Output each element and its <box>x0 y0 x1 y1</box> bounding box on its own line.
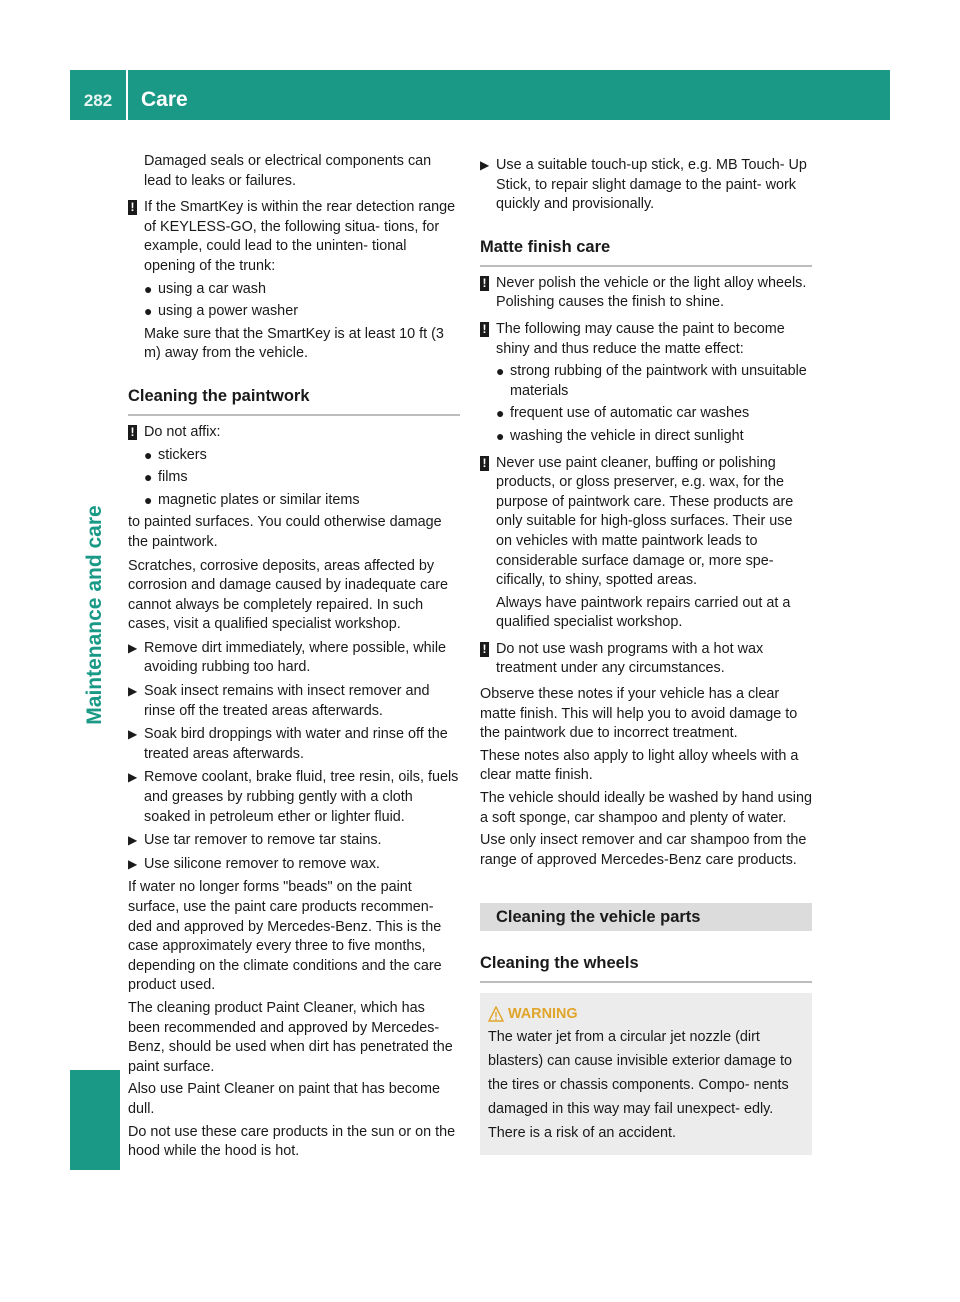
page-header <box>70 70 890 120</box>
exclamation-icon: ! <box>480 456 489 471</box>
bullet-icon: ● <box>496 427 505 444</box>
arrow-icon: ▶ <box>128 727 138 742</box>
section-band-heading: Cleaning the vehicle parts <box>480 903 812 931</box>
exclamation-icon: ! <box>480 276 489 291</box>
paragraph: Scratches, corrosive deposits, areas affected by corrosion and damage caused by inadequate care cannot always be completely repaired. In such cases, visit a qualified specialist workshop. <box>128 557 449 633</box>
section-heading: Matte finish care <box>480 236 812 267</box>
paragraph: Make sure that the SmartKey is at least 10 ft (3 m) away from the vehicle. <box>144 325 444 362</box>
paragraph: Damaged seals or electrical components can lead to leaks or failures. <box>144 153 432 189</box>
paragraph: These notes also apply to light alloy wheels with a clear matte finish. <box>480 747 799 784</box>
arrow-icon: ▶ <box>128 833 138 848</box>
step-item: ▶ Remove dirt immediately, where possible, while avoiding rubbing too hard. <box>128 639 447 676</box>
arrow-icon: ▶ <box>128 856 138 871</box>
warning-text: The water jet from a circular jet nozzle (dirt blasters) can cause invisible exterior damage to the tires or chassis components. Compo- nents damaged in this way may fail unexpect- edly. There is a risk of an accident. <box>488 1029 792 1142</box>
paragraph: Observe these notes if your vehicle has a clear matte finish. This will help you to avoid damage to the paintwork due to incorrect treatment. <box>480 686 798 742</box>
warning-note: ! Never use paint cleaner, buffing or polishing products, or gloss preserver, e.g. wax, for the purpose of paintwork care. These products are only suitable for high-gloss surfaces. Their use on vehicles with matte paintwork leads to considerable surface damage or, more spe- cifically, to shiny, spotted areas. <box>480 454 812 591</box>
list-item: ● using a power washer <box>128 302 460 322</box>
warning-triangle-icon <box>488 1006 504 1022</box>
paragraph: If water no longer forms "beads" on the paint surface, use the paint care products recommen- ded and approved by Mercedes-Benz. This is the case approximately every three to five months, depending on the climate conditions and the care product used. <box>128 879 442 994</box>
paragraph: Use only insect remover and car shampoo from the range of approved Mercedes-Benz care products. <box>480 832 807 868</box>
left-column <box>128 152 460 1162</box>
section-heading: Cleaning the paintwork <box>128 385 460 416</box>
section-heading: Cleaning the wheels <box>480 952 812 983</box>
exclamation-icon: ! <box>480 642 489 657</box>
arrow-icon: ▶ <box>128 770 138 785</box>
exclamation-icon: ! <box>128 425 137 440</box>
page-title: Care <box>141 88 188 111</box>
bullet-icon: ● <box>144 469 153 486</box>
list-item: ● washing the vehicle in direct sunlight <box>480 427 812 447</box>
bullet-icon: ● <box>496 363 505 380</box>
list-item: ● frequent use of automatic car washes <box>480 404 812 424</box>
step-item: ▶ Soak insect remains with insect remover and rinse off the treated areas afterwards. <box>128 683 430 719</box>
arrow-icon: ▶ <box>128 684 138 699</box>
arrow-icon: ▶ <box>480 158 490 172</box>
bullet-icon: ● <box>144 303 153 320</box>
paragraph: Also use Paint Cleaner on paint that has become dull. <box>128 1081 440 1117</box>
sidebar-chapter-label: Maintenance and care <box>83 505 106 725</box>
warning-box <box>480 993 812 1155</box>
page-number: 282 <box>83 91 113 110</box>
exclamation-icon: ! <box>128 200 137 215</box>
list-item: ● strong rubbing of the paintwork with unsuitable materials <box>496 363 807 399</box>
arrow-icon: ▶ <box>128 640 138 655</box>
warning-note: ! Do not use wash programs with a hot wax treatment under any circumstances. <box>480 640 812 679</box>
list-item: ● magnetic plates or similar items <box>128 491 460 511</box>
right-column <box>480 152 812 1155</box>
step-item: ▶ Remove coolant, brake fluid, tree resin, oils, fuels and greases by rubbing gently with a cloth soaked in petroleum ether or lighter fluid. <box>128 769 459 825</box>
warning-note: ! Never polish the vehicle or the light alloy wheels. Polishing causes the finish to shine. <box>480 274 812 313</box>
header-divider <box>126 70 128 120</box>
paragraph: The cleaning product Paint Cleaner, which has been recommended and approved by Mercedes-Benz, should be used when dirt has penetrated the paint surface. <box>128 999 453 1075</box>
paragraph: to painted surfaces. You could otherwise damage the paintwork. <box>128 514 442 550</box>
step-item: ▶ Use tar remover to remove tar stains. <box>128 831 460 851</box>
bullet-icon: ● <box>496 405 505 422</box>
paragraph: The vehicle should ideally be washed by hand using a soft sponge, car shampoo and plenty of water. <box>480 790 813 826</box>
list-item: ● using a car wash <box>128 280 460 300</box>
warning-note: ! If the SmartKey is within the rear detection range of KEYLESS-GO, the following situa- tions, for example, could lead to the uninten- tional opening of the trunk: <box>128 198 460 276</box>
warning-title: WARNING <box>488 1003 804 1025</box>
list-item: ● films <box>128 468 460 488</box>
bullet-icon: ● <box>144 280 153 297</box>
warning-note: ! The following may cause the paint to become shiny and thus reduce the matte effect: <box>480 320 812 359</box>
step-item: ▶ Use silicone remover to remove wax. <box>128 855 460 875</box>
step-item: ▶ Use a suitable touch-up stick, e.g. MB Touch- Up Stick, to repair slight damage to the paint- work quickly and provisionally. <box>480 157 807 213</box>
list-item: ● stickers <box>128 446 460 466</box>
exclamation-icon: ! <box>480 322 489 337</box>
warning-note: ! Do not affix: <box>128 423 460 443</box>
step-item: ▶ Soak bird droppings with water and rinse off the treated areas afterwards. <box>128 726 448 762</box>
bullet-icon: ● <box>144 491 153 508</box>
sidebar-chapter-tab <box>70 1070 120 1170</box>
paragraph: Always have paintwork repairs carried out at a qualified specialist workshop. <box>496 594 791 631</box>
paragraph: Do not use these care products in the sun or on the hood while the hood is hot. <box>128 1123 456 1160</box>
bullet-icon: ● <box>144 446 153 463</box>
